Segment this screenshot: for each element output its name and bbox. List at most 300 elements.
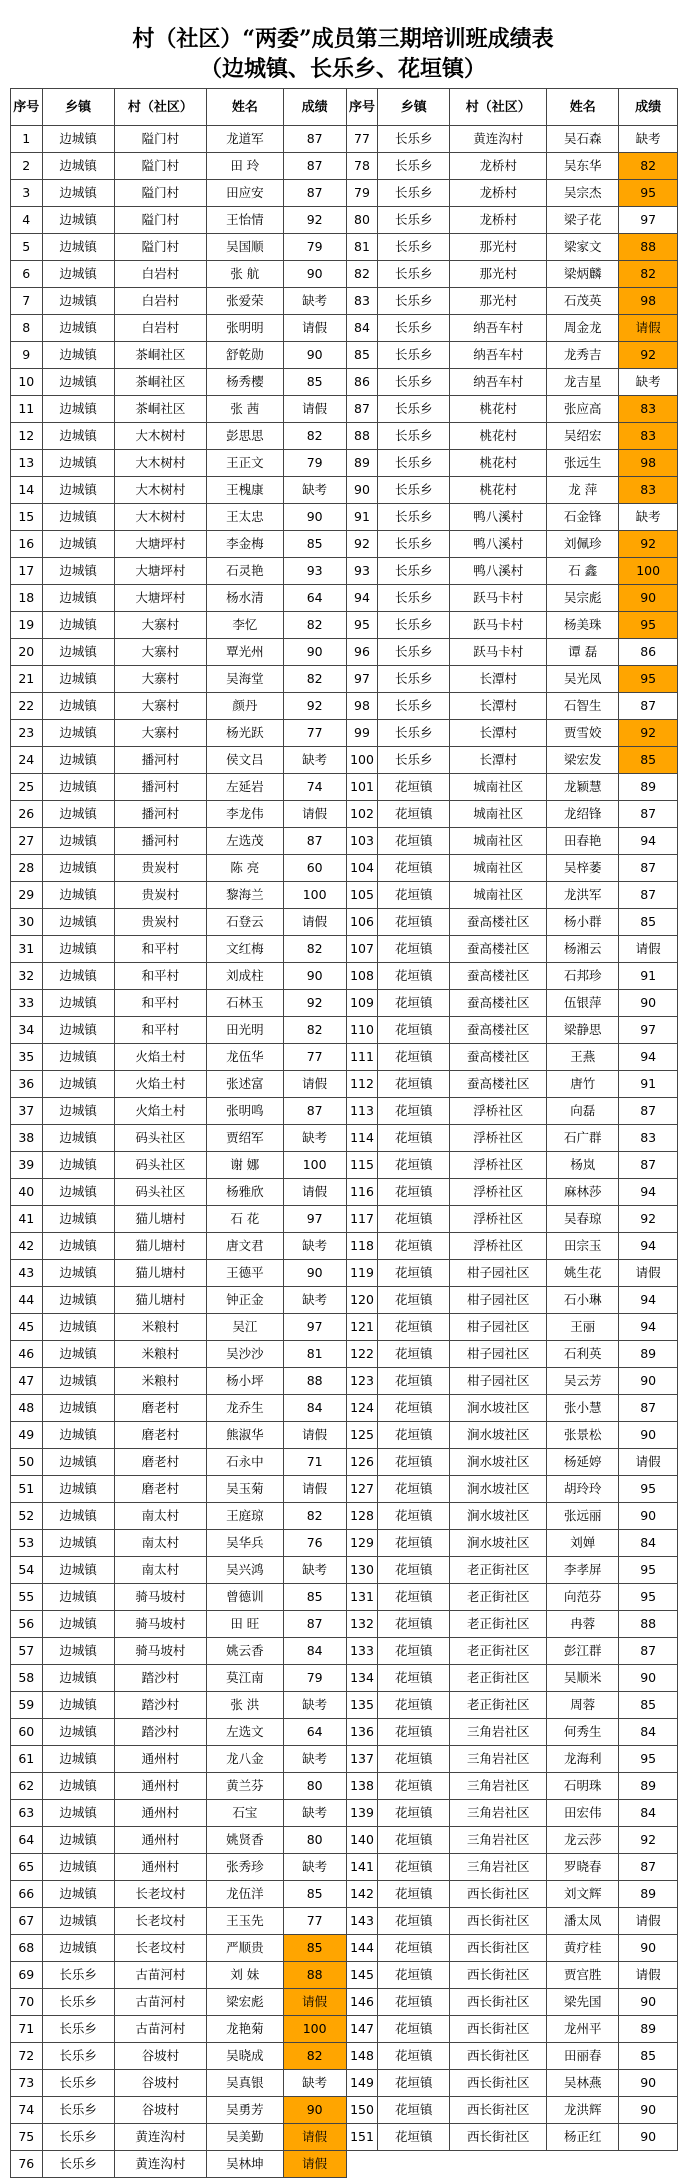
left-score-cell: 74 [283,774,346,801]
right-town-cell: 花垣镇 [378,828,450,855]
right-no-cell: 103 [346,828,378,855]
right-town-cell: 花垣镇 [378,1854,450,1881]
left-village-cell: 黄连沟村 [114,2151,206,2178]
table-row [11,234,678,261]
right-name-cell: 田宗玉 [547,1233,619,1260]
left-name-cell: 吴林坤 [207,2151,284,2178]
left-village-cell: 码头社区 [114,1152,206,1179]
left-town-cell: 边城镇 [42,855,114,882]
right-score-cell: 94 [619,1314,678,1341]
right-village-cell: 桃花村 [450,450,547,477]
left-town-cell: 边城镇 [42,531,114,558]
header-row [11,89,678,126]
right-no-cell: 119 [346,1260,378,1287]
right-no-cell: 139 [346,1800,378,1827]
right-town-cell: 花垣镇 [378,1287,450,1314]
left-name-cell: 黎海兰 [207,882,284,909]
right-town-cell: 花垣镇 [378,1044,450,1071]
left-name-cell: 杨水清 [207,585,284,612]
right-name-cell: 黄疗桂 [547,1935,619,1962]
left-no-cell: 40 [11,1179,43,1206]
left-village-cell: 磨老村 [114,1476,206,1503]
left-town-cell: 边城镇 [42,1206,114,1233]
right-town-cell: 长乐乡 [378,720,450,747]
left-no-cell: 1 [11,126,43,153]
right-name-cell: 龙州平 [547,2016,619,2043]
header-town-right: 乡镇 [378,89,450,126]
right-name-cell: 梁宏发 [547,747,619,774]
left-no-cell: 51 [11,1476,43,1503]
right-score-cell: 请假 [619,936,678,963]
left-score-cell: 请假 [283,1179,346,1206]
table-row [11,342,678,369]
left-name-cell: 杨小坪 [207,1368,284,1395]
table-row [11,882,678,909]
left-village-cell: 古苗河村 [114,2016,206,2043]
right-score-cell: 87 [619,882,678,909]
right-score-cell: 89 [619,1341,678,1368]
right-score-cell: 90 [619,2124,678,2151]
table-row [11,2151,678,2178]
left-town-cell: 边城镇 [42,1179,114,1206]
left-score-cell: 请假 [283,1989,346,2016]
right-name-cell: 田丽春 [547,2043,619,2070]
right-village-cell: 三角岩社区 [450,1800,547,1827]
right-no-cell: 96 [346,639,378,666]
right-town-cell: 花垣镇 [378,1422,450,1449]
right-no-cell: 137 [346,1746,378,1773]
right-score-cell: 88 [619,1611,678,1638]
left-village-cell: 米粮村 [114,1368,206,1395]
right-town-cell: 花垣镇 [378,1503,450,1530]
right-village-cell: 跃马卡村 [450,612,547,639]
right-no-cell: 90 [346,477,378,504]
left-no-cell: 14 [11,477,43,504]
right-village-cell: 长潭村 [450,747,547,774]
left-score-cell: 87 [283,180,346,207]
right-no-cell: 97 [346,666,378,693]
right-no-cell: 134 [346,1665,378,1692]
right-no-cell: 141 [346,1854,378,1881]
left-name-cell: 李忆 [207,612,284,639]
left-name-cell: 王槐康 [207,477,284,504]
left-no-cell: 35 [11,1044,43,1071]
right-village-cell: 桃花村 [450,396,547,423]
right-town-cell: 花垣镇 [378,1638,450,1665]
table-row [11,531,678,558]
table-row [11,1125,678,1152]
left-village-cell: 通州村 [114,1746,206,1773]
table-row [11,1503,678,1530]
left-village-cell: 骑马坡村 [114,1584,206,1611]
left-village-cell: 南太村 [114,1530,206,1557]
table-row [11,1206,678,1233]
left-town-cell: 边城镇 [42,936,114,963]
left-village-cell: 火焰土村 [114,1044,206,1071]
left-name-cell: 龙伍洋 [207,1881,284,1908]
left-no-cell: 46 [11,1341,43,1368]
right-no-cell: 133 [346,1638,378,1665]
right-name-cell: 杨小群 [547,909,619,936]
right-no-cell: 98 [346,693,378,720]
right-score-cell: 89 [619,774,678,801]
right-score-cell: 83 [619,423,678,450]
right-score-cell: 90 [619,2070,678,2097]
right-village-cell: 柑子园社区 [450,1341,547,1368]
right-score-cell: 95 [619,180,678,207]
right-village-cell: 三角岩社区 [450,1854,547,1881]
right-village-cell: 西长街社区 [450,1989,547,2016]
table-row [11,747,678,774]
table-row [11,1476,678,1503]
left-score-cell: 87 [283,126,346,153]
right-town-cell: 花垣镇 [378,1476,450,1503]
left-town-cell: 边城镇 [42,396,114,423]
right-score-cell: 87 [619,1152,678,1179]
left-village-cell: 骑马坡村 [114,1611,206,1638]
left-no-cell: 7 [11,288,43,315]
right-village-cell: 西长街社区 [450,2070,547,2097]
right-score-cell: 83 [619,396,678,423]
left-village-cell: 播河村 [114,828,206,855]
left-score-cell: 缺考 [283,1287,346,1314]
right-score-cell: 89 [619,1881,678,1908]
left-name-cell: 石灵艳 [207,558,284,585]
right-no-cell: 122 [346,1341,378,1368]
left-score-cell: 100 [283,2016,346,2043]
right-name-cell: 吴云芳 [547,1368,619,1395]
left-no-cell: 68 [11,1935,43,1962]
left-no-cell: 10 [11,369,43,396]
header-no-left: 序号 [11,89,43,126]
right-no-cell: 121 [346,1314,378,1341]
left-no-cell: 39 [11,1152,43,1179]
left-score-cell: 92 [283,693,346,720]
right-name-cell: 胡玲玲 [547,1476,619,1503]
right-town-cell: 花垣镇 [378,990,450,1017]
left-score-cell: 71 [283,1449,346,1476]
left-name-cell: 吴国顺 [207,234,284,261]
left-score-cell: 85 [283,1881,346,1908]
left-name-cell: 彭思思 [207,423,284,450]
left-no-cell: 32 [11,963,43,990]
left-name-cell: 吴沙沙 [207,1341,284,1368]
left-town-cell: 边城镇 [42,963,114,990]
left-name-cell: 龙八金 [207,1746,284,1773]
left-no-cell: 24 [11,747,43,774]
right-village-cell: 那光村 [450,288,547,315]
left-village-cell: 火焰土村 [114,1071,206,1098]
right-village-cell: 西长街社区 [450,1962,547,1989]
right-no-cell: 104 [346,855,378,882]
right-town-cell: 长乐乡 [378,747,450,774]
table-row [11,1233,678,1260]
right-town-cell: 花垣镇 [378,1800,450,1827]
left-no-cell: 6 [11,261,43,288]
left-score-cell: 82 [283,1503,346,1530]
left-village-cell: 大寨村 [114,666,206,693]
left-name-cell: 杨雅欣 [207,1179,284,1206]
left-score-cell: 77 [283,1908,346,1935]
right-town-cell: 长乐乡 [378,369,450,396]
left-name-cell: 吴玉菊 [207,1476,284,1503]
left-score-cell: 82 [283,612,346,639]
right-no-cell: 123 [346,1368,378,1395]
left-no-cell: 47 [11,1368,43,1395]
table-row [11,1152,678,1179]
right-village-cell: 城南社区 [450,882,547,909]
left-score-cell: 缺考 [283,1692,346,1719]
left-no-cell: 3 [11,180,43,207]
left-name-cell: 唐文君 [207,1233,284,1260]
left-village-cell: 米粮村 [114,1341,206,1368]
right-name-cell: 何秀生 [547,1719,619,1746]
right-no-cell: 92 [346,531,378,558]
right-score-cell: 87 [619,1854,678,1881]
left-score-cell: 87 [283,1098,346,1125]
right-village-cell: 长潭村 [450,720,547,747]
right-no-cell: 147 [346,2016,378,2043]
right-town-cell: 长乐乡 [378,531,450,558]
left-name-cell: 龙艳菊 [207,2016,284,2043]
right-score-cell: 98 [619,288,678,315]
left-name-cell: 吴晓成 [207,2043,284,2070]
right-name-cell: 贾宫胜 [547,1962,619,1989]
right-no-cell: 120 [346,1287,378,1314]
left-no-cell: 58 [11,1665,43,1692]
left-village-cell: 踏沙村 [114,1719,206,1746]
table-row [11,2124,678,2151]
table-row [11,774,678,801]
right-town-cell: 长乐乡 [378,315,450,342]
right-score-cell: 98 [619,450,678,477]
left-score-cell: 90 [283,261,346,288]
left-village-cell: 长老坟村 [114,1881,206,1908]
table-row [11,1098,678,1125]
left-no-cell: 25 [11,774,43,801]
left-score-cell: 请假 [283,1071,346,1098]
left-name-cell: 王庭琼 [207,1503,284,1530]
left-village-cell: 大寨村 [114,612,206,639]
left-village-cell: 隘门村 [114,207,206,234]
right-name-cell: 向磊 [547,1098,619,1125]
right-village-cell: 跃马卡村 [450,639,547,666]
right-town-cell: 花垣镇 [378,1557,450,1584]
right-no-cell: 146 [346,1989,378,2016]
right-town-cell: 长乐乡 [378,558,450,585]
right-score-cell: 89 [619,2016,678,2043]
table-row [11,2097,678,2124]
right-town-cell: 花垣镇 [378,909,450,936]
right-town-cell: 花垣镇 [378,1881,450,1908]
left-name-cell: 覃光州 [207,639,284,666]
right-village-cell: 蚕高楼社区 [450,963,547,990]
left-no-cell: 33 [11,990,43,1017]
table-row [11,1557,678,1584]
left-village-cell: 磨老村 [114,1449,206,1476]
right-town-cell: 花垣镇 [378,1962,450,1989]
left-town-cell: 边城镇 [42,1692,114,1719]
right-village-cell: 浮桥社区 [450,1206,547,1233]
right-no-cell: 81 [346,234,378,261]
right-name-cell: 梁家文 [547,234,619,261]
right-village-cell: 老正街社区 [450,1557,547,1584]
right-no-cell: 84 [346,315,378,342]
left-town-cell: 边城镇 [42,315,114,342]
right-village-cell: 蚕高楼社区 [450,1044,547,1071]
left-name-cell: 梁宏彪 [207,1989,284,2016]
right-no-cell: 115 [346,1152,378,1179]
right-village-cell: 老正街社区 [450,1692,547,1719]
right-town-cell: 长乐乡 [378,612,450,639]
left-town-cell: 边城镇 [42,126,114,153]
left-no-cell: 59 [11,1692,43,1719]
left-no-cell: 26 [11,801,43,828]
right-score-cell: 94 [619,828,678,855]
right-score-cell: 89 [619,1773,678,1800]
left-score-cell: 缺考 [283,747,346,774]
right-no-cell: 109 [346,990,378,1017]
left-name-cell: 龙伍华 [207,1044,284,1071]
left-no-cell: 65 [11,1854,43,1881]
left-no-cell: 11 [11,396,43,423]
left-name-cell: 王德平 [207,1260,284,1287]
right-village-cell: 浮桥社区 [450,1098,547,1125]
right-village-cell: 涧水坡社区 [450,1530,547,1557]
right-village-cell: 蚕高楼社区 [450,1017,547,1044]
right-town-cell: 花垣镇 [378,1179,450,1206]
right-name-cell: 张远丽 [547,1503,619,1530]
table-row [11,909,678,936]
table-row [11,666,678,693]
table-row [11,2016,678,2043]
left-score-cell: 请假 [283,2124,346,2151]
left-town-cell: 边城镇 [42,747,114,774]
left-no-cell: 37 [11,1098,43,1125]
left-village-cell: 古苗河村 [114,1962,206,1989]
right-village-cell: 西长街社区 [450,2124,547,2151]
score-table [10,88,678,2178]
right-no-cell: 110 [346,1017,378,1044]
left-town-cell: 边城镇 [42,450,114,477]
right-town-cell: 长乐乡 [378,585,450,612]
right-score-cell: 请假 [619,1260,678,1287]
left-town-cell: 边城镇 [42,1719,114,1746]
right-village-cell: 鸭八溪村 [450,558,547,585]
left-village-cell: 猫儿塘村 [114,1206,206,1233]
right-village-cell: 那光村 [450,234,547,261]
right-no-cell: 130 [346,1557,378,1584]
left-village-cell: 和平村 [114,963,206,990]
left-name-cell: 王太忠 [207,504,284,531]
left-town-cell: 边城镇 [42,828,114,855]
left-town-cell: 边城镇 [42,1800,114,1827]
right-town-cell: 长乐乡 [378,477,450,504]
right-village-cell: 纳吾车村 [450,315,547,342]
right-town-cell: 花垣镇 [378,774,450,801]
left-no-cell: 76 [11,2151,43,2178]
table-row [11,450,678,477]
right-name-cell: 刘婵 [547,1530,619,1557]
left-town-cell: 边城镇 [42,1152,114,1179]
left-village-cell: 大寨村 [114,720,206,747]
right-village-cell: 浮桥社区 [450,1179,547,1206]
right-no-cell: 93 [346,558,378,585]
left-no-cell: 17 [11,558,43,585]
right-score-cell: 95 [619,1557,678,1584]
left-town-cell: 边城镇 [42,1071,114,1098]
right-no-cell: 114 [346,1125,378,1152]
right-score-cell: 90 [619,1503,678,1530]
right-no-cell: 135 [346,1692,378,1719]
left-score-cell: 88 [283,1962,346,1989]
left-town-cell: 边城镇 [42,1584,114,1611]
right-no-cell: 105 [346,882,378,909]
left-name-cell: 王怡情 [207,207,284,234]
left-village-cell: 大塘坪村 [114,558,206,585]
right-village-cell: 桃花村 [450,477,547,504]
left-score-cell: 100 [283,1152,346,1179]
right-empty-cell [346,2151,378,2178]
table-row [11,1854,678,1881]
table-row [11,1287,678,1314]
right-no-cell: 79 [346,180,378,207]
right-town-cell: 长乐乡 [378,126,450,153]
right-no-cell: 140 [346,1827,378,1854]
right-name-cell: 杨岚 [547,1152,619,1179]
right-village-cell: 龙桥村 [450,153,547,180]
left-name-cell: 张爱荣 [207,288,284,315]
right-score-cell: 缺考 [619,126,678,153]
left-town-cell: 边城镇 [42,1341,114,1368]
right-score-cell: 缺考 [619,504,678,531]
right-name-cell: 石广群 [547,1125,619,1152]
right-no-cell: 86 [346,369,378,396]
left-name-cell: 王正文 [207,450,284,477]
right-town-cell: 花垣镇 [378,1584,450,1611]
right-village-cell: 三角岩社区 [450,1827,547,1854]
left-name-cell: 张明鸣 [207,1098,284,1125]
left-village-cell: 大寨村 [114,639,206,666]
right-town-cell: 花垣镇 [378,2043,450,2070]
right-name-cell: 刘文辉 [547,1881,619,1908]
left-no-cell: 13 [11,450,43,477]
right-town-cell: 花垣镇 [378,1719,450,1746]
left-village-cell: 古苗河村 [114,1989,206,2016]
sheet-subtitle: （边城镇、长乐乡、花垣镇） [199,56,486,82]
right-no-cell: 94 [346,585,378,612]
right-score-cell: 85 [619,747,678,774]
right-no-cell: 108 [346,963,378,990]
right-name-cell: 张应高 [547,396,619,423]
right-score-cell: 92 [619,720,678,747]
left-name-cell: 颜丹 [207,693,284,720]
left-town-cell: 边城镇 [42,180,114,207]
right-name-cell: 龙秀吉 [547,342,619,369]
left-score-cell: 90 [283,504,346,531]
left-village-cell: 猫儿塘村 [114,1260,206,1287]
left-no-cell: 12 [11,423,43,450]
right-score-cell: 请假 [619,1908,678,1935]
left-score-cell: 85 [283,1935,346,1962]
left-village-cell: 大塘坪村 [114,531,206,558]
left-village-cell: 通州村 [114,1773,206,1800]
right-name-cell: 贾雪姣 [547,720,619,747]
right-score-cell: 90 [619,1989,678,2016]
table-row [11,1044,678,1071]
left-name-cell: 杨光跃 [207,720,284,747]
right-score-cell: 84 [619,1719,678,1746]
